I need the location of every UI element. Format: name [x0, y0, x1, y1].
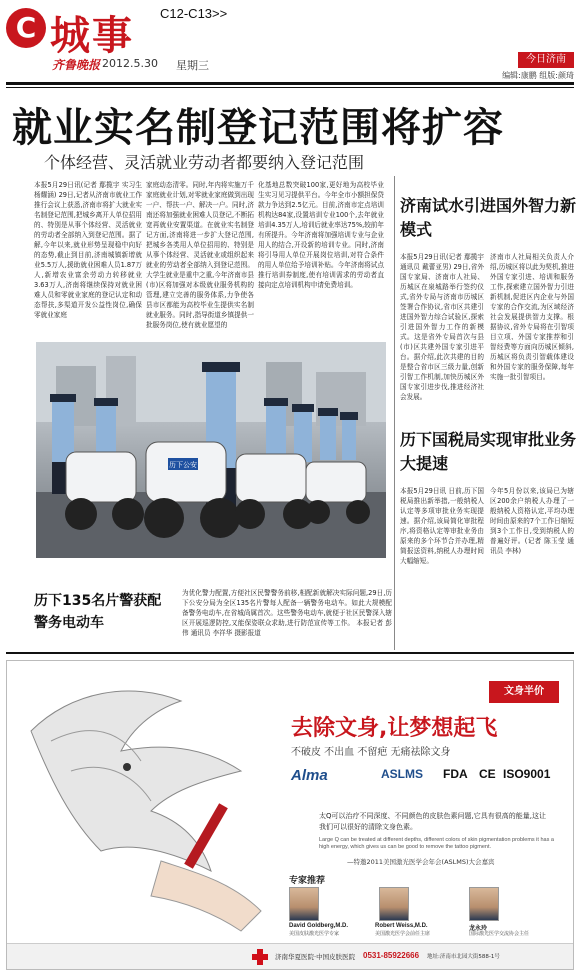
side-story-2-column-1: 本报5月29日讯 日前,历下国税局推出新举措,一般纳税人认定等多项审批业务实现提速。据介绍,该局简化审批程序,将资格认定等审批业务由原来的多个环节合并办理,精简报送资料,纳税人办理时间大幅缩短。 — [400, 487, 484, 565]
weekday: 星期三 — [176, 59, 209, 72]
ad-hospital-name: 济南华夏医院·中国皮肤医院 — [275, 953, 356, 961]
photo-caption-headline: 历下135名片警获配警务电动车 — [34, 593, 162, 631]
main-subheadline: 个体经营、灵活就业劳动者都要纳入登记范围 — [44, 153, 365, 172]
tattoo-removal-advertisement — [6, 660, 574, 970]
section-logo: C — [6, 8, 46, 48]
ad-sponsor-note: —特邀2011美国激光医学会年会(ASLMS)大会嘉宾 — [347, 858, 495, 866]
ad-ribbon-badge: 文身半价 — [489, 681, 559, 703]
scooter-plate-text: 历下公安 — [169, 461, 197, 469]
ad-phone-number: 0531-85922666 — [363, 951, 420, 960]
ad-body-chinese: 太Q可以治疗不同深度、不同颜色的皮肤色素问题,它具有很高的能量,这让我们可以很好的清除文身色素。 — [319, 812, 546, 831]
edition-badge: 今日济南 — [518, 52, 574, 68]
main-story-column-1: 本报5月29日讯(记者 鄢揽宇 实习生 杨耀涵) 29日,记者从济南市就业工作推行会议上获悉,济南市将扩大就业实名制登记范围,把城乡离开人单位招用的、特别是从事个体经营、灵活就业的劳动者全部纳入到登记范围。据了解,今年以来,就业形势呈现稳中向好的态势,截止到目前,济南城镇新增就业5.5万人,援助就业困难人员1.87万人,新增农业富余劳动力转移就业3.63万人,济南将继续保持对就业困难人员和零就业家庭的登记认定和动态帮扶,多渠道开发公益性岗位,确保零就业家庭 — [34, 181, 142, 319]
ad-headline: 去除文身,让梦想起飞 — [291, 716, 498, 741]
column-divider — [394, 176, 395, 650]
police-scooters-illustration — [36, 342, 386, 558]
issue-date: 2012.5.30 — [102, 57, 158, 70]
ad-address: 地址:济南市北园大街588-1号 — [427, 954, 500, 960]
experts-title: 专家推荐 — [289, 876, 326, 886]
iso-logo: ISO9001 — [503, 767, 551, 781]
fda-logo: FDA — [443, 767, 468, 781]
aslms-logo: ASLMS — [381, 767, 423, 781]
masthead-logo: 齐鲁晚报 — [52, 58, 101, 72]
side-story-1-column-2: 济南市人社局相关负责人介绍,历城区将以此为契机,推进外国专家引进、培训和服务工作,探索建立国外智力引进新机制,促进区内企业与外国专家的合作交流,为区域经济社会发展提供智力支撑。根据协议,省外专局将在引智项目立项、外国专家推荐和引智经费等方面向历城区倾斜,历城区将负责引智载体建设和外国专家的服务保障,每年实施一批引智项目。 — [490, 253, 574, 381]
expert-name: 龙永玲 — [469, 926, 488, 932]
photo-caption-body: 为优化警力配置,方便社区民警警务前移,相配新就解决实际问题,29日,历下公安分局为全区135名片警每人配备一辆警务电动车。如此大规模配备警务电动车,在省城尚属首次。这些警务电动车,就便于社区民警深入辖区开展巡逻防控,又能保姿联众求助,进行防范宣传等工作。 — [182, 589, 392, 627]
expert-photo — [289, 887, 319, 921]
expert-credentials: 国际激光医学交流协会主任 — [469, 931, 530, 937]
expert-photo — [379, 887, 409, 921]
main-headline: 就业实名制登记范围将扩容 — [12, 105, 504, 151]
page-range-link[interactable]: C12-C13>> — [160, 6, 228, 21]
header-rule-thin — [6, 87, 574, 88]
ce-logo: CE — [479, 767, 496, 781]
ad-footer-bar — [7, 943, 574, 969]
photo-caption-text — [182, 588, 392, 644]
side-story-1-headline: 济南试水引进国外智力新模式 — [400, 196, 577, 239]
red-cross-icon — [251, 948, 269, 966]
expert-credentials: 美国皮肤激光医学专家 — [289, 931, 340, 937]
alma-logo: Alma — [291, 767, 328, 784]
expert-name: Robert Weiss,M.D. — [375, 923, 428, 929]
ad-separator-rule — [6, 652, 574, 654]
side-story-1-column-1: 本报5月29日讯(记者 鄢揽宇 通讯员 戴蕾亚男) 29日,省外国专家局、济南市人社局、历城区在泉城路举行签约仪式,省外专局与济南市历城区签署合作协议,省市区共建引进国外智力综合试验区,探索引进国外智力工作的新模式。这是省外专局首次与县(市)区共建外国专家引进平台。据介绍,此次共建的目的是整合省市区三级力量,创新引智工作机制,加快历城区外国专家引进步伐,推进经济社会发展。 — [400, 253, 484, 401]
main-story-column-3: 化基地总数突破100家,更好地为高校毕业生实习见习提供平台。今年全市小额担保贷款力争达到2.5亿元。目前,济南市定点培训机构达84家,设置培训专业100个,去年就业培训4.35万人,培训后就业率达75%,较前年有所提升。今年济南将加强培训专业与企业用人的结合,开设新的培训专业。同时,济南将引导用人单位开展岗位培训,对符合条件的用人单位给予培训补贴。今年济南将试点推行培训券制度,使有培训需求的劳动者直接向定点培训机构申请免费培训。 — [258, 181, 384, 289]
main-story-column-2: 家庭动态清零。同时,年内将实施万千家庭就业计划,对零就业家庭做到出现一户、帮扶一户、解决一户。同时,济南还将加强就业困难人员登记,不断拓宽再就业安置渠道。在就业实名制登记方面,济南将进一步扩大登记范围,把城乡各类用人单位招用的、特别是从事个体经营、灵活就业或组织起来就业的劳动者全部纳入到登记范围。大学生就业是重中之重,今年济南市县(市)区将加强对本级就业服务机构的管理,建立完善的服务体系,力争使各县市区都能为高校毕业生提供实名制就业服务。同时,指导街道乡镇提供一批服务岗位,使有就业愿望的 — [146, 181, 254, 329]
expert-credentials: 美国激光医学会前任主席 — [375, 931, 431, 937]
header-rule — [6, 82, 574, 85]
ad-subline: 不破皮 不出血 不留疤 无痛祛除文身 — [291, 747, 451, 758]
photo-byline: 本报记者 彭伟 通讯员 李祥华 摄影报道 — [182, 619, 392, 637]
section-title: 城事 — [50, 13, 134, 59]
ad-body-english: Large Q can be treated at different depths, different colors of skin pigmentation problems it has a high energy, which gives us can be good to remove the tattoo pigment. — [319, 837, 554, 850]
expert-name: David Goldberg,M.D. — [289, 923, 349, 929]
side-story-2-column-2: 今年5月份以来,该局已为辖区200余户纳税人办理了一般纳税人资格认定,平均办理时间由原来的7个工作日缩短到3个工作日,受到纳税人的普遍好评。(记者 陈玉莹 通讯员 李林) — [490, 487, 574, 555]
ad-certification-logos — [291, 763, 561, 791]
expert-photo — [469, 887, 499, 921]
side-story-2-headline: 历下国税局实现审批业务大提速 — [400, 430, 577, 473]
editor-credits: 编辑:康鹏 组版:颜琦 — [502, 71, 574, 80]
eagle-hand-illustration — [11, 671, 281, 941]
news-photo — [36, 342, 386, 558]
